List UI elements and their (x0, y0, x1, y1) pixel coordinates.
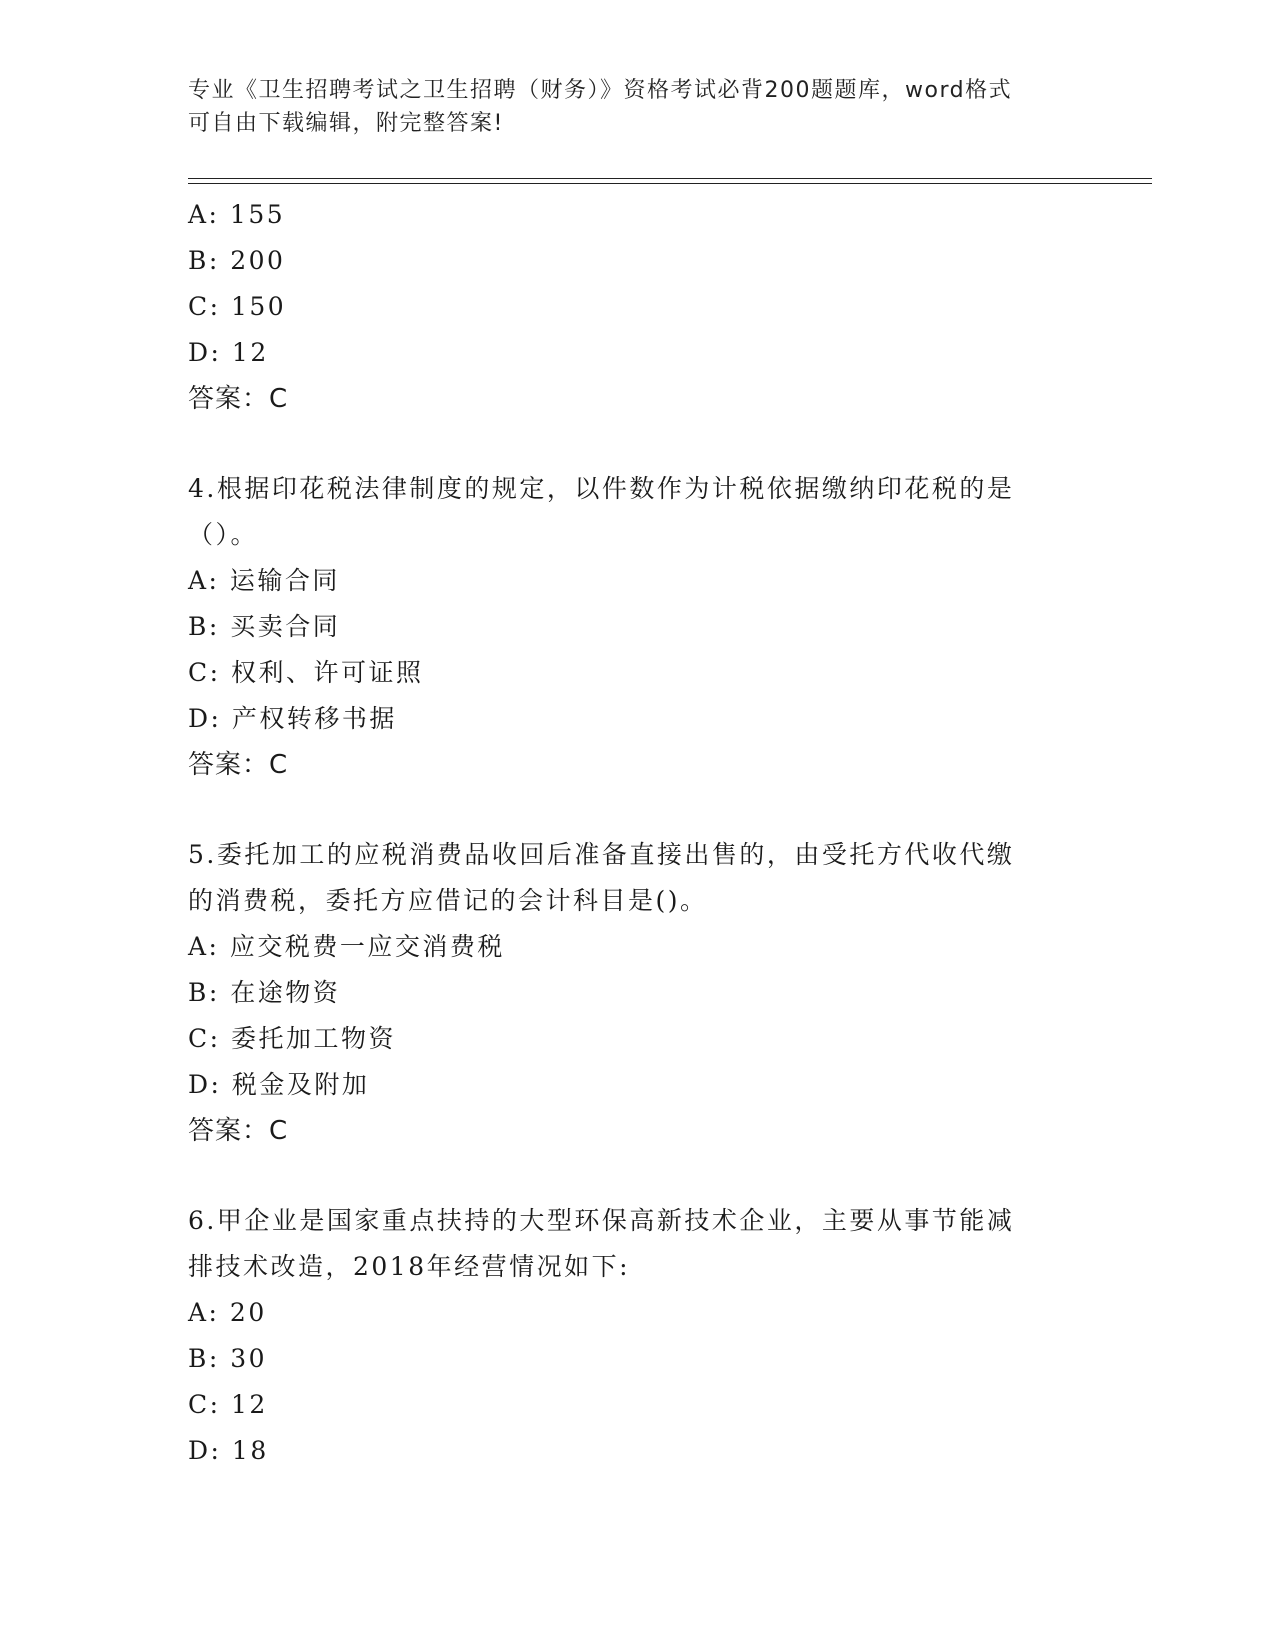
q5-stem-line-2: 的消费税，委托方应借记的会计科目是()。 (188, 886, 708, 915)
q3-option-d: D: 12 (188, 338, 269, 367)
q4-option-c: C: 权利、许可证照 (188, 658, 424, 687)
spacer (188, 1154, 1068, 1198)
question-3 (188, 192, 1068, 422)
q3-option-c: C: 150 (188, 292, 287, 321)
q6-stem-line-1: 6.甲企业是国家重点扶持的大型环保高新技术企业，主要从事节能减 (188, 1206, 1015, 1235)
q5-option-c: C: 委托加工物资 (188, 1024, 396, 1053)
q4-stem-line-2: （）。 (188, 520, 259, 549)
q5-option-b: B: 在途物资 (188, 978, 341, 1007)
q5-answer: 答案：C (188, 1116, 289, 1146)
header-rule-top (188, 178, 1152, 179)
q4-stem-line-1: 4.根据印花税法律制度的规定，以件数作为计税依据缴纳印花税的是 (188, 474, 1015, 503)
q6-option-c: C: 12 (188, 1390, 268, 1419)
spacer (188, 788, 1068, 832)
q4-option-b: B: 买卖合同 (188, 612, 341, 641)
q4-answer: 答案：C (188, 750, 289, 780)
q3-answer: 答案：C (188, 384, 289, 414)
q6-stem-line-2: 排技术改造，2018年经营情况如下: (188, 1252, 631, 1281)
question-4 (188, 466, 1068, 788)
header-line-1: 专业《卫生招聘考试之卫生招聘（财务）》资格考试必背200题题库，word格式 (188, 78, 1013, 103)
q4-option-a: A: 运输合同 (188, 566, 340, 595)
q6-option-b: B: 30 (188, 1344, 268, 1373)
q6-option-d: D: 18 (188, 1436, 269, 1465)
header-rule-bottom (188, 183, 1152, 184)
document-header (188, 74, 1068, 140)
q3-option-b: B: 200 (188, 246, 286, 275)
document-body (188, 192, 1068, 1474)
q4-option-d: D: 产权转移书据 (188, 704, 397, 733)
question-5 (188, 832, 1068, 1154)
q5-stem-line-1: 5.委托加工的应税消费品收回后准备直接出售的，由受托方代收代缴 (188, 840, 1015, 869)
question-6 (188, 1198, 1068, 1474)
q5-option-a: A: 应交税费一应交消费税 (188, 932, 505, 961)
q6-option-a: A: 20 (188, 1298, 267, 1327)
header-line-2: 可自由下载编辑，附完整答案! (188, 111, 504, 136)
spacer (188, 422, 1068, 466)
q3-option-a: A: 155 (188, 200, 286, 229)
q5-option-d: D: 税金及附加 (188, 1070, 370, 1099)
